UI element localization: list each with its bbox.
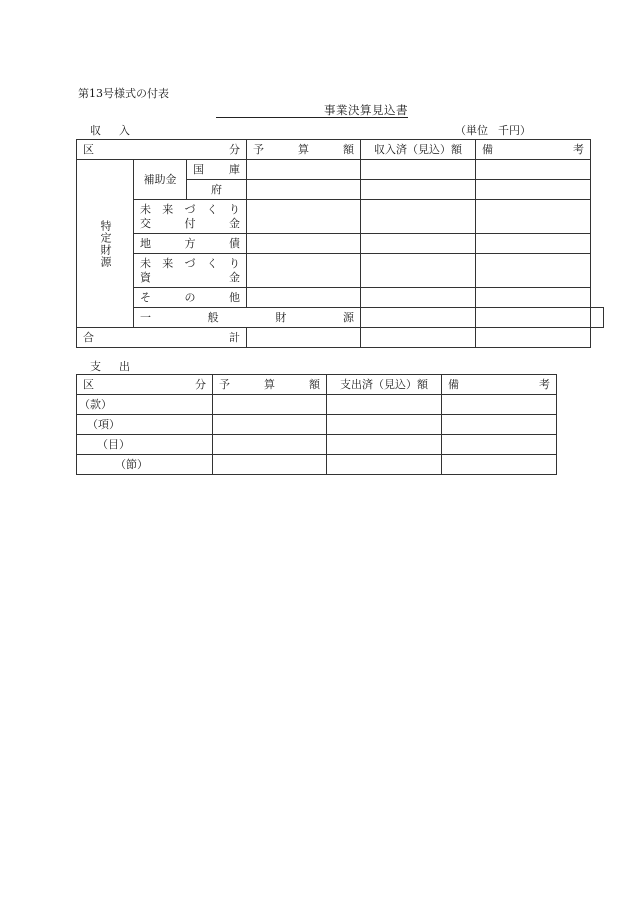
row-char: 資 [140, 270, 151, 284]
expense-item-moku: （目） [77, 435, 213, 455]
table-row [77, 254, 604, 288]
expense-label-char: 出 [119, 360, 130, 373]
subsidy-label: 補助金 [134, 160, 187, 200]
amount-cell[interactable] [327, 395, 442, 415]
row-char: 方 [184, 236, 196, 250]
remarks-cell[interactable] [476, 254, 591, 288]
mirai-fund-line1 [140, 257, 240, 271]
header-char: 分 [229, 142, 240, 156]
header-remarks [442, 375, 557, 395]
form-number-label: 第13号様式の付表 [78, 87, 169, 100]
header-expense-amount: 支出済（見込）額 [327, 375, 442, 395]
mirai-fund-line2 [140, 271, 240, 285]
row-char: 未 [140, 256, 151, 270]
header-budget [247, 140, 361, 160]
remarks-cell[interactable] [476, 200, 591, 234]
amount-cell[interactable] [361, 328, 476, 348]
header-income-amount: 収入済（見込）額 [361, 140, 476, 160]
row-char: 地 [140, 236, 151, 250]
amount-cell[interactable] [361, 234, 476, 254]
row-char: く [206, 202, 218, 216]
budget-cell[interactable] [247, 328, 361, 348]
header-budget [213, 375, 327, 395]
budget-cell[interactable] [361, 308, 476, 328]
row-char: 財 [275, 310, 287, 324]
header-category [77, 140, 247, 160]
row-char: 合 [83, 330, 94, 344]
header-char: 区 [83, 142, 94, 156]
expense-item-setsu: （節） [77, 455, 213, 475]
table-row [77, 328, 604, 348]
amount-cell[interactable] [361, 288, 476, 308]
budget-cell[interactable] [247, 180, 361, 200]
expense-label-char: 支 [90, 360, 101, 373]
row-char: そ [140, 290, 151, 304]
unit-note-part: 千円） [498, 124, 531, 137]
row-char: 庫 [229, 162, 240, 176]
prefecture-label: 府 [187, 180, 247, 200]
table-row [77, 435, 557, 455]
mirai-fund-label [134, 254, 247, 288]
header-remarks [476, 140, 591, 160]
row-char: づ [184, 256, 196, 270]
remarks-cell[interactable] [591, 308, 604, 328]
amount-cell[interactable] [361, 254, 476, 288]
budget-cell[interactable] [247, 200, 361, 234]
row-char: 付 [184, 216, 196, 230]
row-char: 未 [140, 202, 151, 216]
remarks-cell[interactable] [442, 435, 557, 455]
expense-table [76, 374, 557, 475]
expense-item-kou: （項） [77, 415, 213, 435]
table-row [77, 160, 604, 180]
row-char: 債 [229, 236, 240, 250]
amount-cell[interactable] [327, 455, 442, 475]
remarks-cell[interactable] [476, 234, 591, 254]
budget-cell[interactable] [247, 288, 361, 308]
budget-cell[interactable] [213, 435, 327, 455]
header-category [77, 375, 213, 395]
table-row [77, 308, 604, 328]
remarks-cell[interactable] [476, 160, 591, 180]
unit-note-part: （単位 [455, 124, 488, 137]
expense-header-row [77, 375, 557, 395]
table-row [77, 395, 557, 415]
expense-section-label [90, 358, 148, 374]
header-char: 算 [298, 142, 309, 156]
amount-cell[interactable] [476, 308, 591, 328]
amount-cell[interactable] [361, 200, 476, 234]
specific-source-text: 特定財源 [99, 219, 112, 268]
table-row [77, 288, 604, 308]
budget-cell[interactable] [247, 160, 361, 180]
row-char: 来 [162, 202, 174, 216]
header-char: 予 [219, 377, 230, 391]
budget-cell[interactable] [247, 234, 361, 254]
remarks-cell[interactable] [442, 455, 557, 475]
specific-source-label [77, 160, 134, 328]
amount-cell[interactable] [327, 435, 442, 455]
row-char: 交 [140, 216, 151, 230]
table-row [77, 234, 604, 254]
header-char: 算 [264, 377, 275, 391]
national-label [187, 160, 247, 180]
income-header-row [77, 140, 604, 160]
table-row [77, 200, 604, 234]
budget-cell[interactable] [213, 455, 327, 475]
row-char: り [229, 256, 240, 270]
header-char: 区 [83, 377, 94, 391]
mirai-grant-label [134, 200, 247, 234]
header-char: 予 [253, 142, 264, 156]
row-char: 計 [229, 330, 240, 344]
row-char: 般 [207, 310, 219, 324]
remarks-cell[interactable] [476, 328, 591, 348]
table-row [77, 415, 557, 435]
document-title: 事業決算見込書 [216, 103, 408, 118]
header-char: 備 [448, 377, 459, 391]
expense-item-kan: （款） [77, 395, 213, 415]
total-label [77, 328, 247, 348]
row-char: く [206, 256, 218, 270]
income-label-char: 収 [90, 124, 101, 137]
remarks-cell[interactable] [476, 180, 591, 200]
header-char: 備 [482, 142, 493, 156]
mirai-grant-line1 [140, 203, 240, 217]
header-char: 分 [195, 377, 206, 391]
table-row [77, 455, 557, 475]
row-char: づ [184, 202, 196, 216]
row-char: 来 [162, 256, 174, 270]
row-char: 金 [229, 270, 240, 284]
remarks-cell[interactable] [442, 415, 557, 435]
unit-note [455, 122, 531, 138]
budget-cell[interactable] [213, 415, 327, 435]
row-char: 源 [342, 310, 354, 324]
row-char: 金 [229, 216, 240, 230]
amount-cell[interactable] [361, 160, 476, 180]
local-bond-label [134, 234, 247, 254]
row-char: 国 [193, 162, 204, 176]
remarks-cell[interactable] [476, 288, 591, 308]
income-section-label [90, 122, 148, 138]
mirai-grant-line2 [140, 217, 240, 231]
remarks-cell[interactable] [442, 395, 557, 415]
header-char: 額 [309, 377, 320, 391]
header-char: 額 [343, 142, 354, 156]
budget-cell[interactable] [247, 254, 361, 288]
header-char: 考 [539, 377, 550, 391]
amount-cell[interactable] [361, 180, 476, 200]
row-char: 他 [229, 290, 240, 304]
other-label [134, 288, 247, 308]
income-table [76, 139, 604, 348]
row-char: の [184, 290, 196, 304]
budget-cell[interactable] [213, 395, 327, 415]
header-char: 考 [573, 142, 584, 156]
row-char: り [229, 202, 240, 216]
general-source-label [134, 308, 361, 328]
amount-cell[interactable] [327, 415, 442, 435]
income-label-char: 入 [119, 124, 130, 137]
row-char: 一 [140, 310, 151, 324]
